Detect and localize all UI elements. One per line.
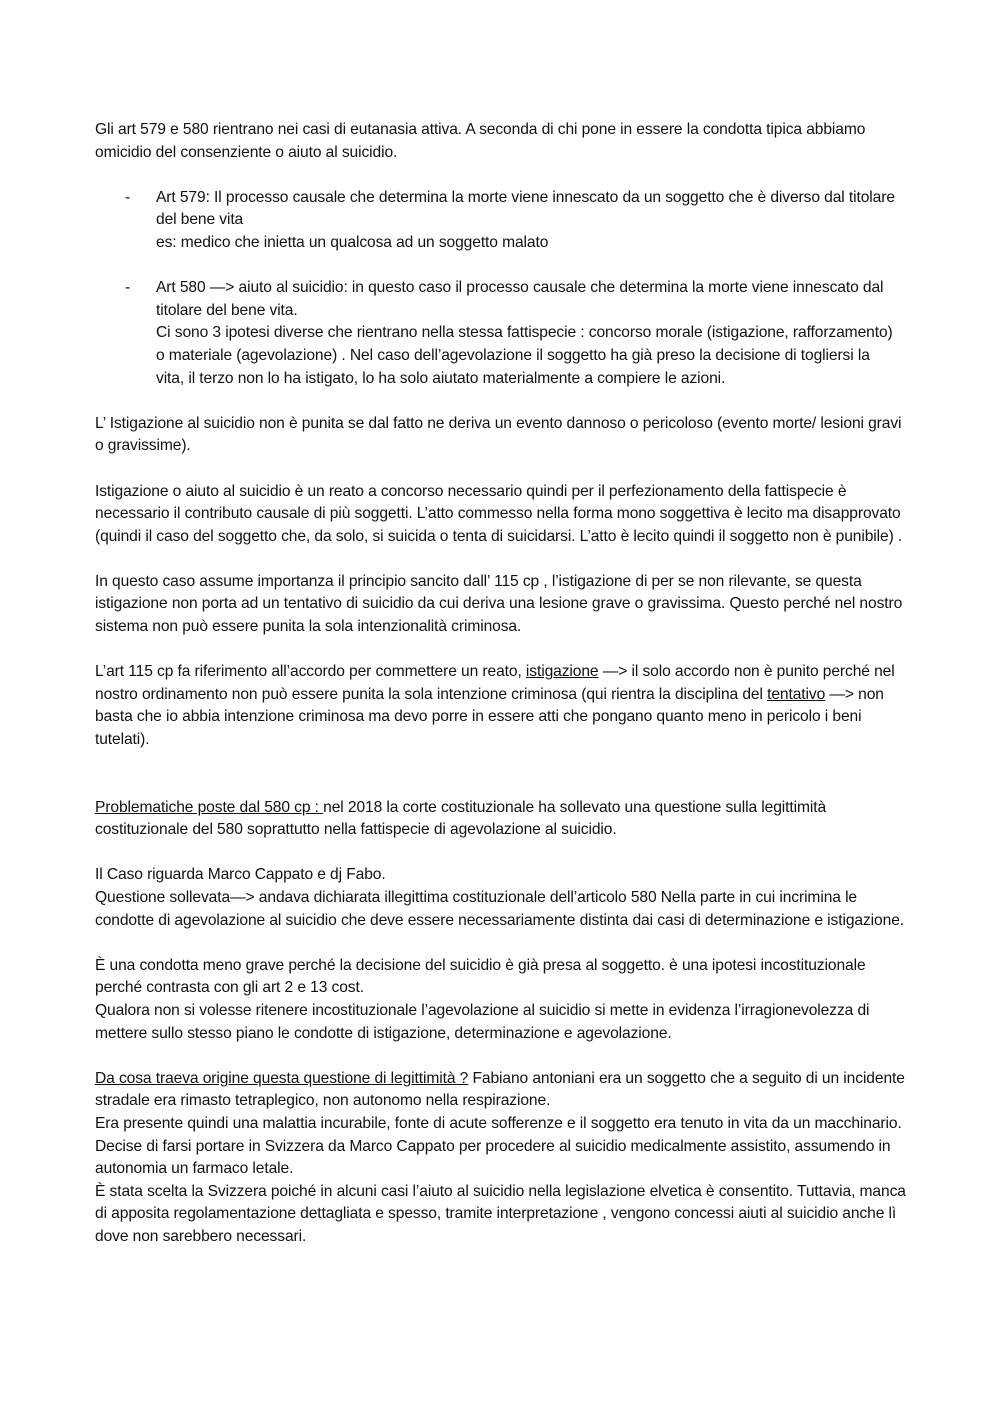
text-run: —> il solo accordo non è punito perché nel nostro ordinamento non può essere punita la sola intenzione criminosa (qui rientra la disciplina del <box>95 663 895 703</box>
section-heading-problematiche: Problematiche poste dal 580 cp : <box>95 798 324 816</box>
paragraph-principio-115: In questo caso assume importanza il principio sancito dall’ 115 cp , l’istigazione di per se non rilevante, se questa istigazione non porta ad un tentativo di suicidio da cui deriva una lesione grave o gravissima. Questo perché nel nostro sistema non può essere punita la sola intenzionalità criminosa. <box>95 572 903 636</box>
list-item-example: es: medico che inietta un qualcosa ad un soggetto malato <box>156 233 549 251</box>
text-run: L’art 115 cp fa riferimento all’accordo per commettere un reato, <box>95 663 526 681</box>
paragraph-concorso-necessario: Istigazione o aiuto al suicidio è un reato a concorso necessario quindi per il perfezionamento della fattispecie è necessario il contributo causale di più soggetti. L’atto commesso nella forma mono soggettiva è lecito ma disapprovato (quindi il caso del soggetto che, da solo, si suicida o tenta di suicidarsi. L’atto è lecito quindi il soggetto non è punibile) . <box>95 482 903 545</box>
paragraph-questione: Questione sollevata—> andava dichiarata illegittima costituzionale dell’articolo 580 Nella parte in cui incrimina le condotte di agevolazione al suicidio che deve essere necessariamente distinta dai casi di determinazione e istigazione. <box>95 889 904 929</box>
paragraph-origine <box>95 1068 910 1113</box>
section-heading-origine: Da cosa traeva origine questa questione di legittimità ? <box>95 1069 469 1087</box>
bullet-dash: - <box>125 188 131 206</box>
paragraph-problematiche <box>95 797 910 842</box>
paragraph-caso: Il Caso riguarda Marco Cappato e dj Fabo. <box>95 866 386 884</box>
text-run: nel 2018 la corte costituzionale ha sollevato una questione sulla legittimità costituzionale del 580 soprattutto nella fattispecie di agevolazione al suicidio. <box>95 798 827 839</box>
bullet-dash: - <box>125 279 131 297</box>
list-item-text: Art 580 —> aiuto al suicidio: in questo caso il processo causale che determina la morte viene innescato dal titolare del bene vita. <box>156 279 884 319</box>
underlined-term-tentativo: tentativo <box>767 685 826 703</box>
underlined-term-istigazione: istigazione <box>525 663 599 681</box>
paragraph-irragionevolezza: Qualora non si volesse ritenere incostituzionale l’agevolazione al suicidio si mette in evidenza l’irragionevolezza di mettere sullo stesso piano le condotte di istigazione, determinazione e agevolazione. <box>95 1001 870 1042</box>
list-item-art-579 <box>95 187 910 255</box>
paragraph-art-115 <box>95 661 910 751</box>
list-item-text: Art 579: Il processo causale che determina la morte viene innescato da un soggetto che è diverso dal titolare del bene vita <box>156 188 895 229</box>
paragraph-intro: Gli art 579 e 580 rientrano nei casi di eutanasia attiva. A seconda di chi pone in essere la condotta tipica abbiamo omicidio del consenziente o aiuto al suicidio. <box>95 121 866 161</box>
text-run: Fabiano antoniani era un soggetto che a seguito di un incidente stradale era rimasto tetraplegico, non autonomo nella respirazione. <box>95 1069 905 1110</box>
list-item-detail: Ci sono 3 ipotesi diverse che rientrano nella stessa fattispecie : concorso morale (istigazione, rafforzamento) o materiale (agevolazione) . Nel caso dell’agevolazione il soggetto ha già preso la decisione di togliersi la vita, il terzo non lo ha istigato, lo ha solo aiutato materialmente a compiere le azioni. <box>156 324 893 387</box>
text-run: —> non basta che io abbia intenzione criminosa ma devo porre in essere atti che pongano quanto meno in pericolo i beni tutelati). <box>95 685 884 749</box>
paragraph-condotta: È una condotta meno grave perché la decisione del suicidio è già presa al soggetto. è una ipotesi incostituzionale perché contrasta con gli art 2 e 13 cost. <box>95 956 866 997</box>
paragraph-svizzera: È stata scelta la Svizzera poiché in alcuni casi l’aiuto al suicidio nella legislazione elvetica è consentito. Tuttavia, manca di apposita regolamentazione dettagliata e spesso, tramite interpretazione , vengono concessi aiuti al suicidio anche lì dove non sarebbero necessari. <box>95 1182 906 1245</box>
paragraph-istigazione: L’ Istigazione al suicidio non è punita se dal fatto ne deriva un evento dannoso o pericoloso (evento morte/ lesioni gravi o gravissime). <box>95 414 902 455</box>
list-item-art-580 <box>95 277 910 390</box>
paragraph-malattia: Era presente quindi una malattia incurabile, fonte di acute sofferenze e il soggetto era tenuto in vita da un macchinario. Decise di farsi portare in Svizzera da Marco Cappato per procedere al suicidio medicalmente assistito, assumendo in autonomia un farmaco letale. <box>95 1114 902 1178</box>
